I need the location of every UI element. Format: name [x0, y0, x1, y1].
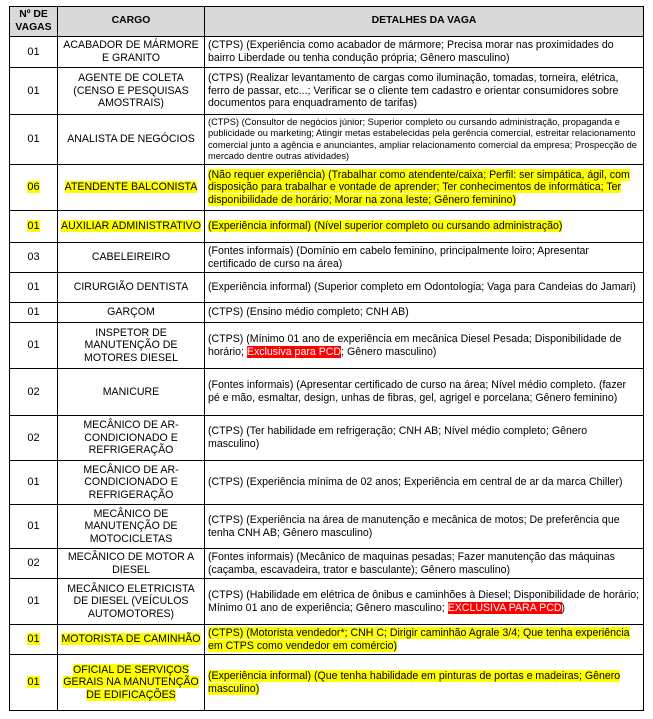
table-row — [10, 68, 644, 115]
cargo-name-text: AUXILIAR ADMINISTRATIVO — [61, 220, 201, 233]
table-row — [10, 549, 644, 579]
pcd-exclusive-badge: EXCLUSIVA PARA PCD — [447, 601, 562, 614]
vagas-count-text: 01 — [27, 220, 40, 233]
table-row — [10, 165, 644, 211]
cargo-name: INSPETOR DE MANUTENÇÃO DE MOTORES DIESEL — [58, 323, 205, 369]
job-details: (CTPS) (Experiência mínima de 02 anos; Experiência em central de ar da marca Chiller) — [205, 461, 644, 505]
job-details: (CTPS) (Consultor de negócios júnior; Superior completo ou cursando administração, propaganda e publicidade ou marketing; Atingir metas estabelecidas pela gerência comercial, estreitar relacionamento comercial junto a agência e anunciantes, ampliar relacionamento comercial da empresa; Prospecção de mercado dentre outras atividades) — [205, 115, 644, 165]
cargo-name: ACABADOR DE MÁRMORE E GRANITO — [58, 37, 205, 68]
header-cargo: CARGO — [58, 7, 205, 37]
table-row — [10, 461, 644, 505]
cargo-name: MECÂNICO DE MOTOR A DIESEL — [58, 549, 205, 579]
vagas-count: 01 — [10, 37, 58, 68]
vacancy-table — [9, 6, 644, 711]
vagas-count — [10, 625, 58, 655]
vagas-count: 01 — [10, 273, 58, 303]
table-row — [10, 416, 644, 461]
job-details: (CTPS) (Experiência como acabador de mármore; Precisa morar nas proximidades do bairro Liberdade ou tenha condução própria; Gênero masculino) — [205, 37, 644, 68]
job-details-text: (CTPS) (Motorista vendedor*; CNH C; Dirigir caminhão Agrale 3/4; Que tenha experiência em CTPS como vendedor em comércio) — [208, 626, 630, 652]
header-vagas: Nº DE VAGAS — [10, 7, 58, 37]
vagas-count — [10, 211, 58, 243]
cargo-name: CIRURGIÃO DENTISTA — [58, 273, 205, 303]
header-detalhes: DETALHES DA VAGA — [205, 7, 644, 37]
table-row — [10, 505, 644, 549]
job-details — [205, 655, 644, 711]
vagas-count: 01 — [10, 323, 58, 369]
job-details: (Fontes informais) (Apresentar certificado de curso na área; Nível médio completo. (fazer pé e mão, esmaltar, design, unhas de fibras, gel, agrigel e porcelana; Gênero feminino) — [205, 369, 644, 416]
table-row — [10, 37, 644, 68]
cargo-name — [58, 211, 205, 243]
cargo-name: MECÂNICO ELETRICISTA DE DIESEL (VEÍCULOS AUTOMOTORES) — [58, 579, 205, 625]
job-details — [205, 165, 644, 211]
vagas-count-text: 06 — [27, 181, 40, 194]
job-details: (Fontes informais) (Domínio em cabelo feminino, principalmente loiro; Apresentar certificado de curso na área) — [205, 243, 644, 273]
vagas-count-text: 01 — [27, 676, 40, 689]
table-row — [10, 323, 644, 369]
vagas-count: 01 — [10, 579, 58, 625]
job-details-text: (Experiência informal) (Que tenha habilidade em pinturas de portas e madeiras; Gênero masculino) — [208, 669, 621, 695]
job-details: (CTPS) (Ter habilidade em refrigeração; CNH AB; Nível médio completo; Gênero masculino) — [205, 416, 644, 461]
job-details — [205, 579, 644, 625]
job-details — [205, 323, 644, 369]
vacancy-table-wrapper — [9, 6, 644, 711]
cargo-name: GARÇOM — [58, 303, 205, 323]
job-details — [205, 625, 644, 655]
job-details: (CTPS) (Experiência na área de manutenção e mecânica de motos; De preferência que tenha CNH AB; Gênero masculino) — [205, 505, 644, 549]
cargo-name-text: OFICIAL DE SERVIÇOS GERAIS NA MANUTENÇÃO DE EDIFICAÇÕES — [63, 663, 199, 701]
vagas-count: 01 — [10, 461, 58, 505]
job-details — [205, 211, 644, 243]
vagas-count — [10, 655, 58, 711]
table-row — [10, 211, 644, 243]
vagas-count: 03 — [10, 243, 58, 273]
cargo-name — [58, 655, 205, 711]
cargo-name — [58, 625, 205, 655]
job-details: (Experiência informal) (Superior completo em Odontologia; Vaga para Candeias do Jamari) — [205, 273, 644, 303]
cargo-name-text: MOTORISTA DE CAMINHÃO — [61, 633, 201, 646]
cargo-name: MECÂNICO DE AR-CONDICIONADO E REFRIGERAÇÃO — [58, 416, 205, 461]
table-row — [10, 273, 644, 303]
cargo-name: MECÂNICO DE MANUTENÇÃO DE MOTOCICLETAS — [58, 505, 205, 549]
table-row — [10, 369, 644, 416]
vagas-count: 02 — [10, 369, 58, 416]
pcd-exclusive-badge: Exclusiva para PCD — [246, 345, 342, 358]
job-details-text-end: ) — [561, 601, 566, 614]
vagas-count: 01 — [10, 303, 58, 323]
cargo-name: AGENTE DE COLETA (CENSO E PESQUISAS AMOSTRAIS) — [58, 68, 205, 115]
vagas-count — [10, 165, 58, 211]
job-details-text: (CTPS) (Habilidade em elétrica de ônibus e caminhões à Diesel; Disponibilidade de horário; Mínimo 01 ano de experiência; Gênero masculino; — [208, 588, 640, 614]
job-details-text: (Não requer experiência) (Trabalhar como atendente/caixa; Perfil: ser simpática, ágil, com disposição para trabalhar e vontade de aprender; Ter conhecimentos de informática; Ter disponibilidade de horário; Morar na zona leste; Gênero feminino) — [208, 168, 630, 206]
vagas-count: 02 — [10, 549, 58, 579]
job-details-text: (Experiência informal) (Nível superior completo ou cursando administração) — [208, 220, 563, 233]
job-details: (Fontes informais) (Mecânico de maquinas pesadas; Fazer manutenção das máquinas (caçamba, escavadeira, trator e basculante); Gênero masculino) — [205, 549, 644, 579]
job-details-text: (CTPS) (Mínimo 01 ano de experiência em mecânica Diesel Pesada; Disponibilidade de horário; — [208, 332, 622, 358]
table-row — [10, 655, 644, 711]
table-row — [10, 303, 644, 323]
cargo-name-text: ATENDENTE BALCONISTA — [64, 181, 198, 194]
vagas-count-text: 01 — [27, 633, 40, 646]
job-details: (CTPS) (Realizar levantamento de cargas como iluminação, tomadas, torneira, elétrica, ferro de passar, etc...; Verificar se o cliente tem cadastro e orientar consumidores sobre documentos para enquadramento de tarifas) — [205, 68, 644, 115]
vagas-count: 01 — [10, 505, 58, 549]
table-row — [10, 579, 644, 625]
table-row — [10, 115, 644, 165]
table-header-row — [10, 7, 644, 37]
job-details: (CTPS) (Ensino médio completo; CNH AB) — [205, 303, 644, 323]
cargo-name — [58, 165, 205, 211]
cargo-name: MANICURE — [58, 369, 205, 416]
cargo-name: MECÂNICO DE AR-CONDICIONADO E REFRIGERAÇÃO — [58, 461, 205, 505]
table-row — [10, 243, 644, 273]
job-details-text-end: ; Gênero masculino) — [341, 345, 437, 358]
table-row — [10, 625, 644, 655]
cargo-name: ANALISTA DE NEGÓCIOS — [58, 115, 205, 165]
vagas-count: 02 — [10, 416, 58, 461]
vagas-count: 01 — [10, 68, 58, 115]
cargo-name: CABELEIREIRO — [58, 243, 205, 273]
vagas-count: 01 — [10, 115, 58, 165]
